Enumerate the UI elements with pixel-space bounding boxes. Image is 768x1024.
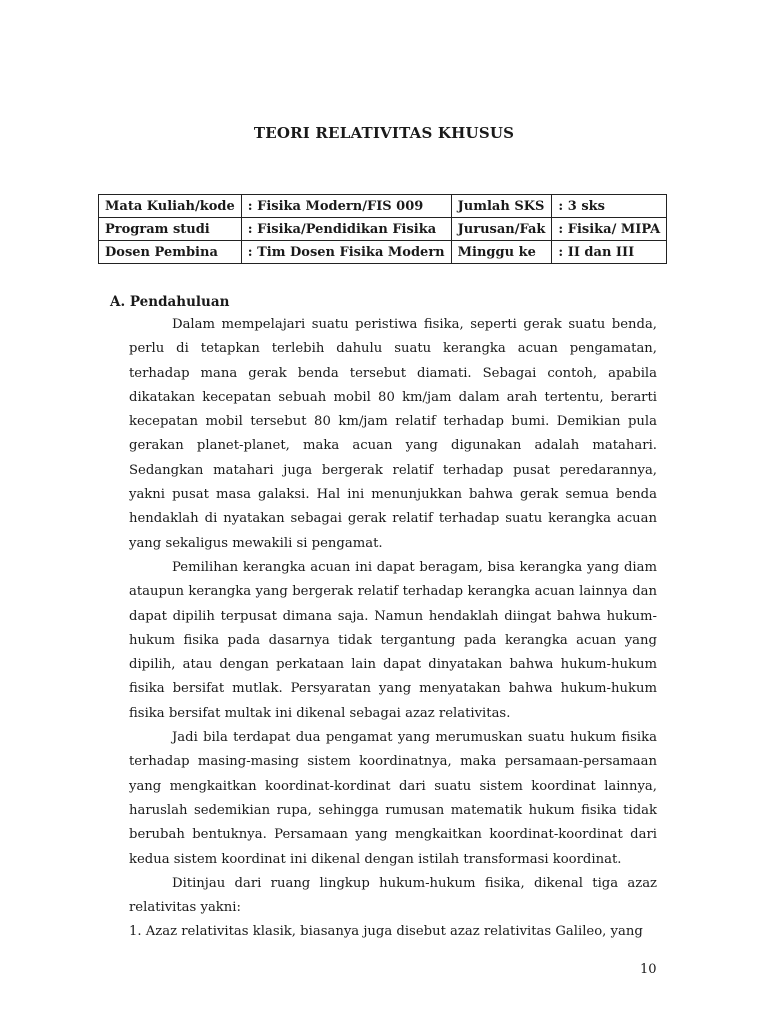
lecturer-value: : Tim Dosen Fisika Modern xyxy=(241,241,451,264)
table-row xyxy=(99,218,667,241)
study-program-value: : Fisika/Pendidikan Fisika xyxy=(241,218,451,241)
table-row xyxy=(99,241,667,264)
paragraph: Ditinjau dari ruang lingkup hukum-hukum fisika, dikenal tiga azaz relativitas yakni: xyxy=(129,875,657,916)
week-value: : II dan III xyxy=(552,241,667,264)
document-title: TEORI RELATIVITAS KHUSUS xyxy=(253,124,515,142)
section-heading: A. Pendahuluan xyxy=(110,294,230,310)
page-number: 10 xyxy=(640,962,657,977)
list-item: 1. Azaz relativitas klasik, biasanya juga disebut azaz relativitas Galileo, yang xyxy=(129,924,643,940)
paragraph: Pemilihan kerangka acuan ini dapat beragam, bisa kerangka yang diam ataupun kerangka yang bergerak relatif terhadap kerangka acuan lainnya dan dapat dipilih terpusat dimana saja. Namun hendaklah diingat bahwa hukum-hukum fisika pada dasarnya tidak tergantung pada kerangka acuan yang dipilih, atau dengan perkataan lain dapat dinyatakan bahwa hukum-hukum fisika bersifat mutlak. Persyaratan yang menyatakan bahwa hukum-hukum fisika bersifat multak ini dikenal sebagai azaz relativitas. xyxy=(129,559,657,721)
department-label: Jurusan/Fak xyxy=(451,218,552,241)
credits-value: : 3 sks xyxy=(552,195,667,218)
section-body xyxy=(129,313,657,945)
paragraph: Dalam mempelajari suatu peristiwa fisika, seperti gerak suatu benda, perlu di tetapkan terlebih dahulu suatu kerangka acuan pengamatan, terhadap mana gerak benda tersebut diamati. Sebagai contoh, apabila dikatakan kecepatan sebuah mobil 80 km/jam dalam arah tertentu, berarti kecepatan mobil tersebut 80 km/jam relatif terhadap bumi. Demikian pula gerakan planet-planet, maka acuan yang digunakan adalah matahari. Sedangkan matahari juga bergerak relatif terhadap pusat peredarannya, yakni pusat masa galaksi. Hal ini menunjukkan bahwa gerak semua benda hendaklah di nyatakan sebagai gerak relatif terhadap suatu kerangka acuan yang sekaligus mewakili si pengamat. xyxy=(129,317,657,551)
week-label: Minggu ke xyxy=(451,241,552,264)
study-program-label: Program studi xyxy=(99,218,242,241)
course-info-table xyxy=(98,194,667,264)
department-value: : Fisika/ MIPA xyxy=(552,218,667,241)
course-code-value: : Fisika Modern/FIS 009 xyxy=(241,195,451,218)
credits-label: Jumlah SKS xyxy=(451,195,552,218)
course-code-label: Mata Kuliah/kode xyxy=(99,195,242,218)
table-row xyxy=(99,195,667,218)
lecturer-label: Dosen Pembina xyxy=(99,241,242,264)
paragraph: Jadi bila terdapat dua pengamat yang merumuskan suatu hukum fisika terhadap masing-masing sistem koordinatnya, maka persamaan-persamaan yang mengkaitkan koordinat-kordinat dari suatu sistem koordinat lainnya, haruslah sedemikian rupa, sehingga rumusan matematik hukum fisika tidak berubah bentuknya. Persamaan yang mengkaitkan koordinat-koordinat dari kedua sistem koordinat ini dikenal dengan istilah transformasi koordinat. xyxy=(129,730,657,867)
